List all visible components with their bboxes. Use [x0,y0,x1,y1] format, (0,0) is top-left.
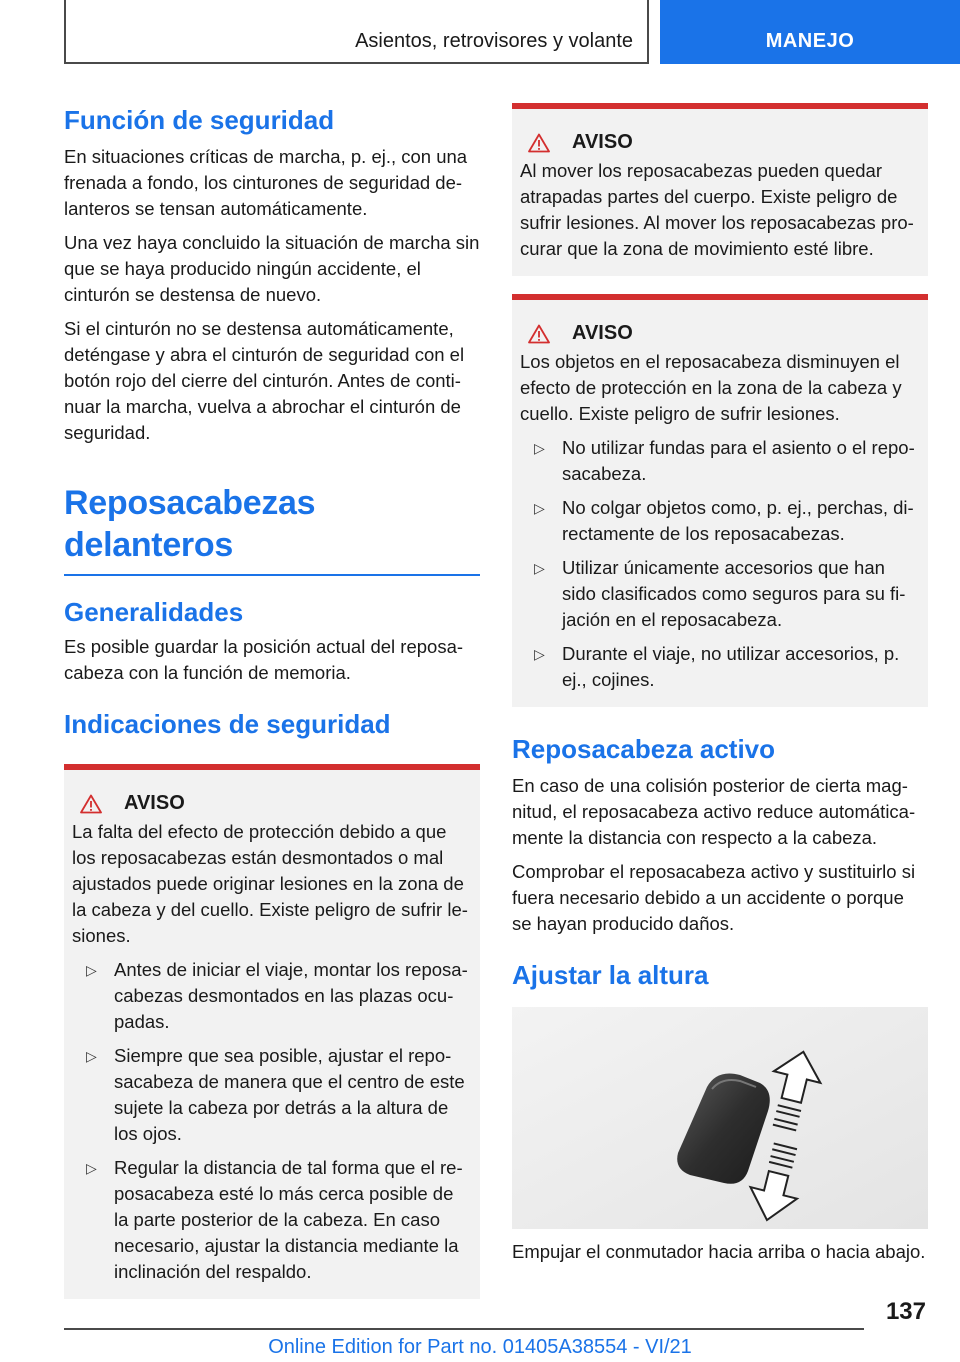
section-title: Asientos, retrovisores y volante [355,30,633,52]
paragraph: En caso de una colisión posterior de cierta magnitud, el reposacabeza activo reduce automáticamente la distancia con respecto a la cabeza. [512,775,916,848]
list-item: ▷ Siempre que sea posible, ajustar el reposacabeza de manera que el centro de este sujete la cabeza por detrás a la altura de los ojos. [86,1045,465,1144]
headrest-switch-illustration [512,1007,928,1229]
warning-text: La falta del efecto de protección debido a que los reposacabezas están desmontados o mal ajustados puede originar lesiones en la zona de la cabeza y del cuello. Existe peligro de sufrir lesiones. [72,821,468,946]
warning-text: Al mover los reposacabezas pueden quedar atrapadas partes del cuerpo. Existe peligro de sufrir lesiones. Al mover los reposacabezas procurar que la zona de movimiento esté libre. [520,160,914,259]
warning-box [512,294,928,707]
general-title: Generalidades [64,597,244,627]
chapter-heading [64,482,480,576]
warning-list [72,957,472,1285]
paragraph: En situaciones críticas de marcha, p. ej., con una frenada a fondo, los cinturones de seguridad delanteros se tensan automáticamente. [64,146,468,219]
right-column [512,103,928,1265]
chapter-title: Reposacabezas delanteros [64,484,316,564]
adjust-height-caption: Empujar el conmutador hacia arriba o hacia abajo. [512,1241,926,1262]
warning-triangle-icon [528,324,550,344]
warning-triangle-icon [80,794,102,814]
active-headrest-body [512,773,928,937]
warning-label: AVISO [572,322,633,344]
triangle-bullet-icon: ▷ [86,1048,97,1064]
list-item: ▷ Durante el viaje, no utilizar accesorios, p. ej., cojines. [534,643,900,690]
paragraph: Una vez haya concluido la situación de marcha sin que se haya producido ningún accidente, el cinturón se destensa de nuevo. [64,232,480,305]
left-column [64,100,480,1299]
footer-rule [64,1328,864,1330]
list-item: ▷ Antes de iniciar el viaje, montar los reposacabezas desmontados en las plazas ocupadas. [86,959,468,1032]
list-item: ▷ Utilizar únicamente accesorios que han sido clasificados como seguros para su fijación en el reposacabeza. [534,557,906,630]
triangle-bullet-icon: ▷ [534,560,545,576]
warning-text: Los objetos en el reposacabeza disminuyen el efecto de protección en la zona de la cabeza y cuello. Existe peligro de sufrir lesiones. [520,351,902,424]
warning-triangle-icon [528,133,550,153]
adjust-height-title: Ajustar la altura [512,960,709,990]
safety-function-title: Función de seguridad [64,105,335,135]
safety-function-body [64,144,480,446]
triangle-bullet-icon: ▷ [534,440,545,456]
warning-header [520,131,920,154]
edition-line: Online Edition for Part no. 01405A38554 - VI/21 [268,1336,692,1358]
active-headrest-title: Reposacabeza activo [512,734,776,764]
chapter-tab-label: MANEJO [765,30,855,52]
general-text: Es posible guardar la posición actual del reposacabeza con la función de memoria. [64,636,464,683]
paragraph: Si el cinturón no se destensa automáticamente, deténgase y abra el cinturón de seguridad con el botón rojo del cierre del cinturón. Antes de continuar la marcha, vuelva a abrochar el cinturón de seguridad. [64,318,465,443]
warning-label: AVISO [124,792,185,814]
list-item: ▷ No utilizar fundas para el asiento o el reposacabeza. [534,437,915,484]
safety-notes-title: Indicaciones de seguridad [64,709,391,739]
warning-label: AVISO [572,131,633,153]
triangle-bullet-icon: ▷ [86,962,97,978]
warning-box [64,764,480,1299]
chapter-tab[interactable] [660,0,960,64]
list-item: ▷ Regular la distancia de tal forma que el reposacabeza esté lo más cerca posible de la parte posterior de la cabeza. En caso necesario, ajustar la distancia mediante la inclinación del respaldo. [86,1157,463,1282]
header-frame [64,0,649,64]
page-number: 137 [885,1298,926,1325]
warning-header [72,792,472,815]
warning-list [520,435,920,693]
warning-header [520,322,920,345]
triangle-bullet-icon: ▷ [86,1160,97,1176]
list-item: ▷ No colgar objetos como, p. ej., perchas, directamente de los reposacabezas. [534,497,914,544]
warning-box [512,103,928,276]
chapter-rule [64,574,480,576]
triangle-bullet-icon: ▷ [534,646,545,662]
headrest-switch-photo [512,1007,928,1229]
paragraph: Comprobar el reposacabeza activo y sustituirlo si fuera necesario debido a un accidente o porque se hayan producido daños. [512,861,916,934]
triangle-bullet-icon: ▷ [534,500,545,516]
